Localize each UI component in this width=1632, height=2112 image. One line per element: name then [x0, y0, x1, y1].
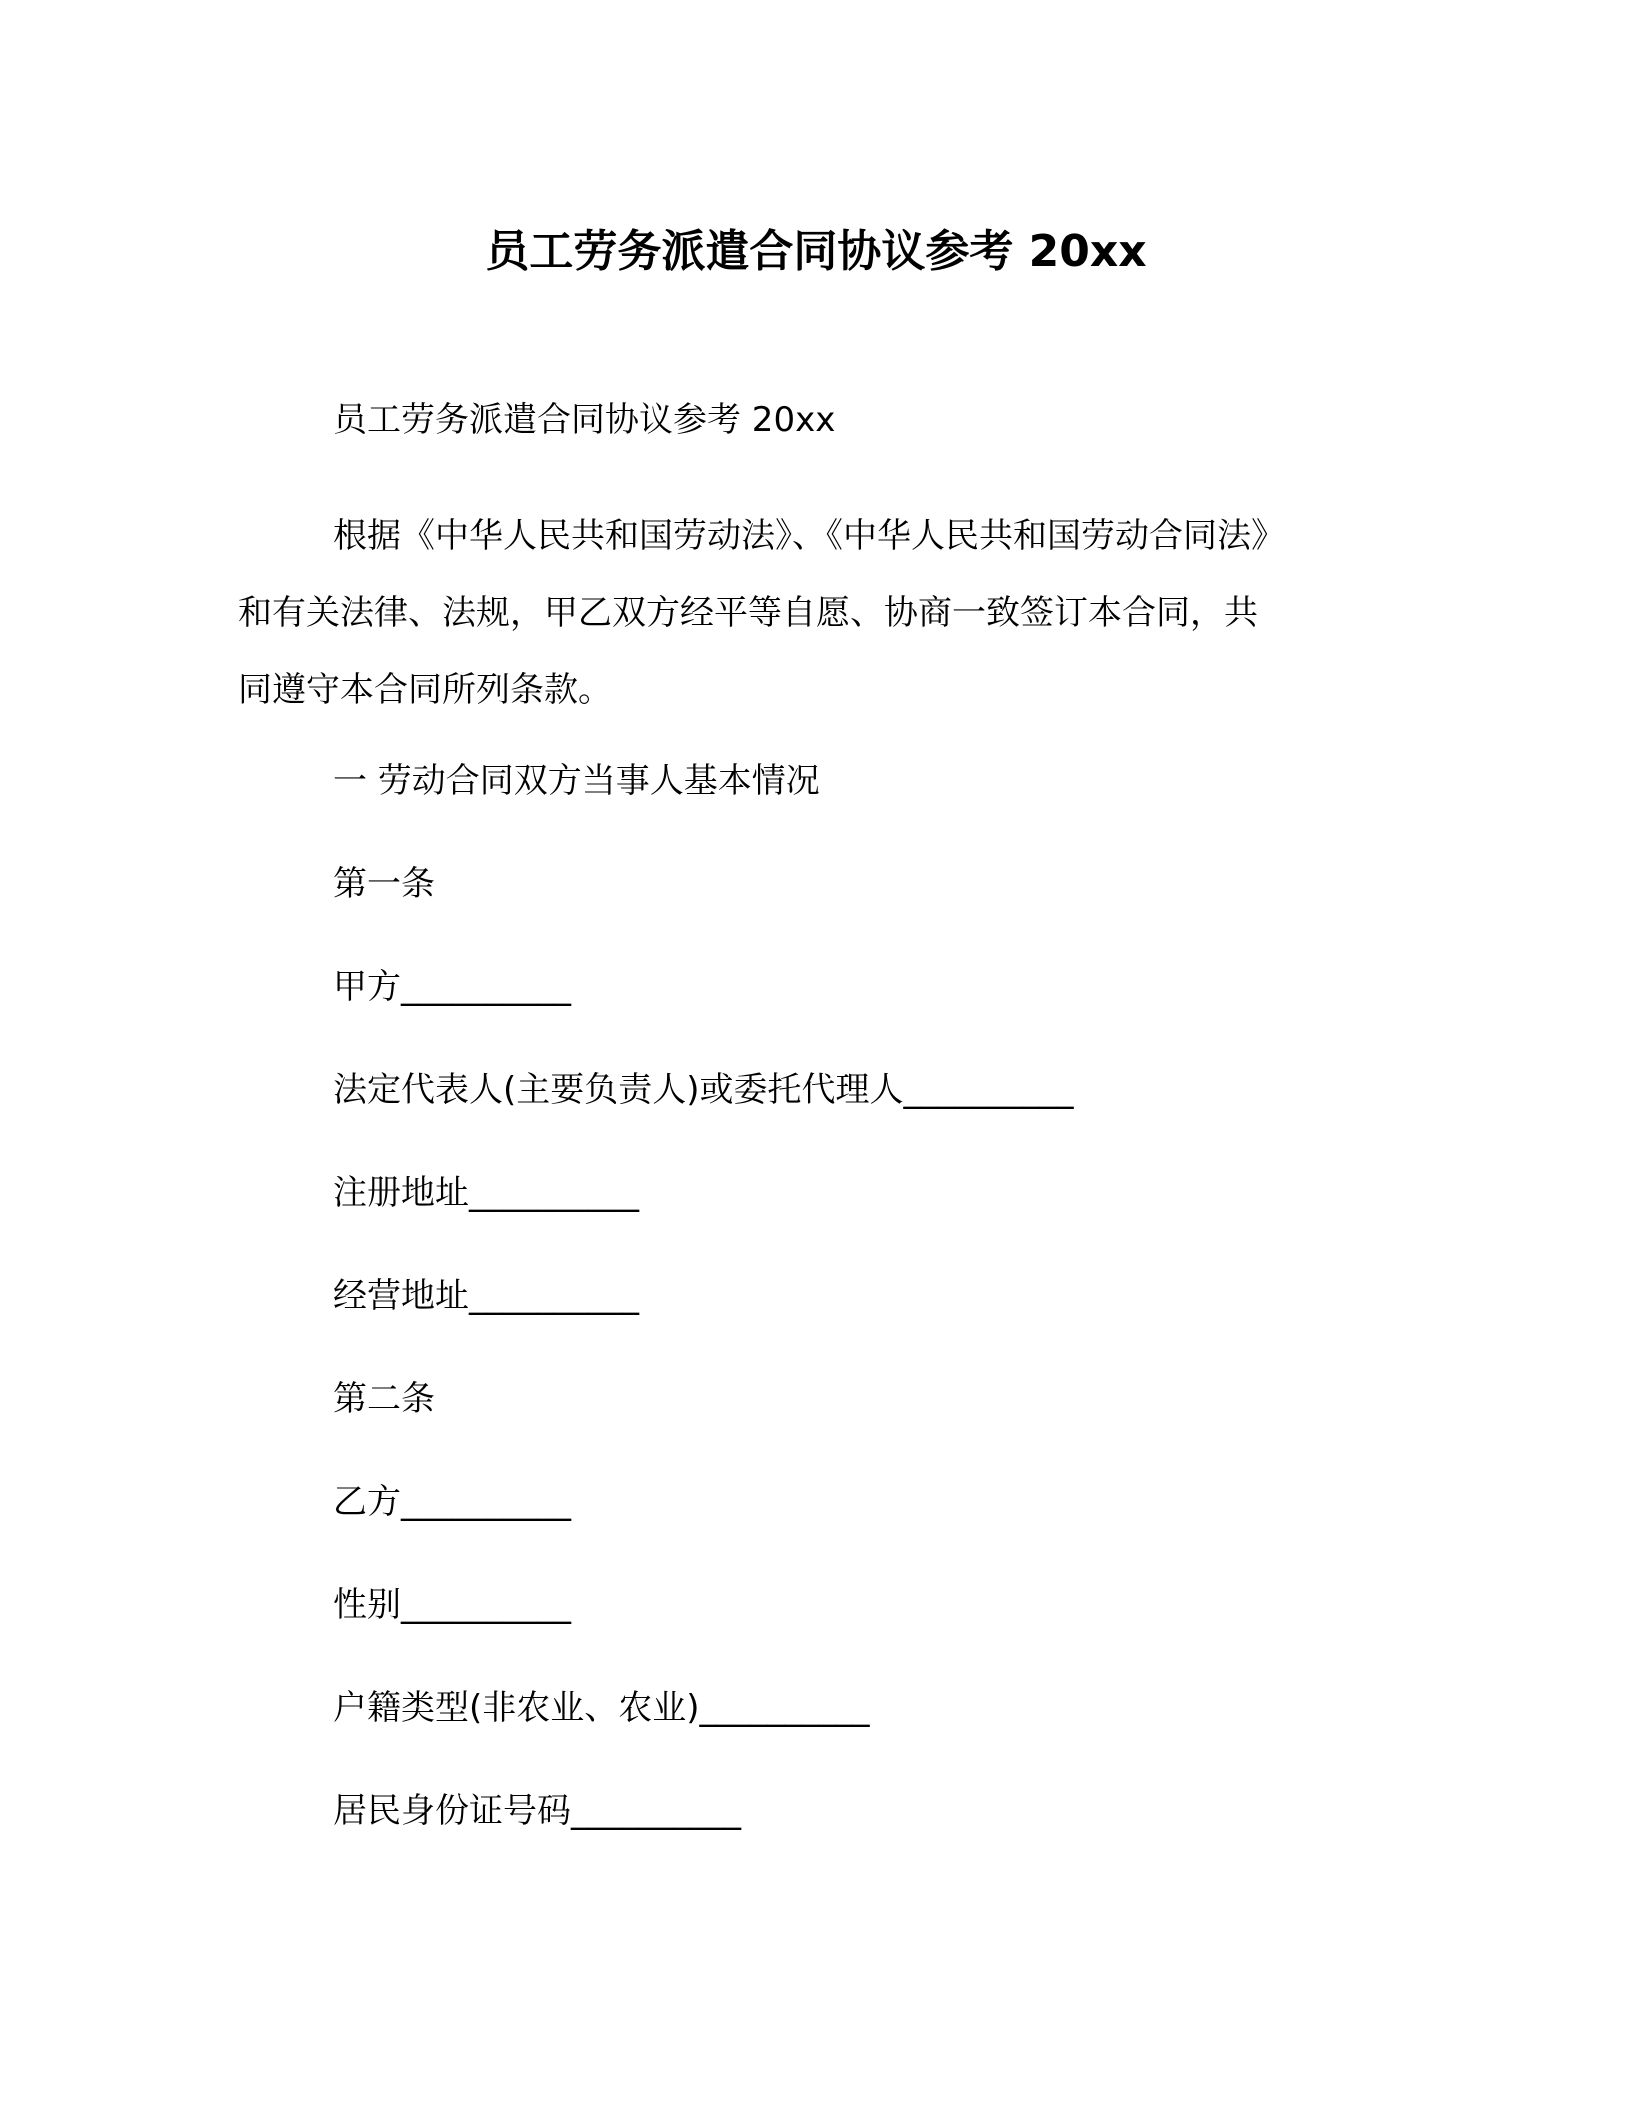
article-two-heading: 第二条: [333, 1379, 435, 1419]
business-address-field: 经营地址__________: [333, 1276, 639, 1316]
gender-field: 性别__________: [333, 1585, 571, 1625]
id-number-field: 居民身份证号码__________: [333, 1791, 741, 1831]
household-type-field: 户籍类型(非农业、农业)__________: [333, 1688, 870, 1728]
legal-representative-field: 法定代表人(主要负责人)或委托代理人__________: [333, 1070, 1074, 1110]
section-heading: 一 劳动合同双方当事人基本情况: [333, 761, 820, 801]
intro-line: 根据《中华人民共和国劳动法》、《中华人民共和国劳动合同法》: [333, 516, 1285, 556]
party-a-field: 甲方__________: [333, 967, 571, 1007]
article-one-heading: 第一条: [333, 864, 435, 904]
party-b-field: 乙方__________: [333, 1482, 571, 1522]
intro-line: 同遵守本合同所列条款。: [238, 670, 612, 710]
intro-paragraph: [238, 498, 1398, 729]
document-subtitle: 员工劳务派遣合同协议参考 20xx: [333, 400, 836, 440]
intro-line: 和有关法律、法规，甲乙双方经平等自愿、协商一致签订本合同，共: [238, 593, 1258, 633]
document-title: 员工劳务派遣合同协议参考 20xx: [485, 226, 1147, 277]
registered-address-field: 注册地址__________: [333, 1173, 639, 1213]
